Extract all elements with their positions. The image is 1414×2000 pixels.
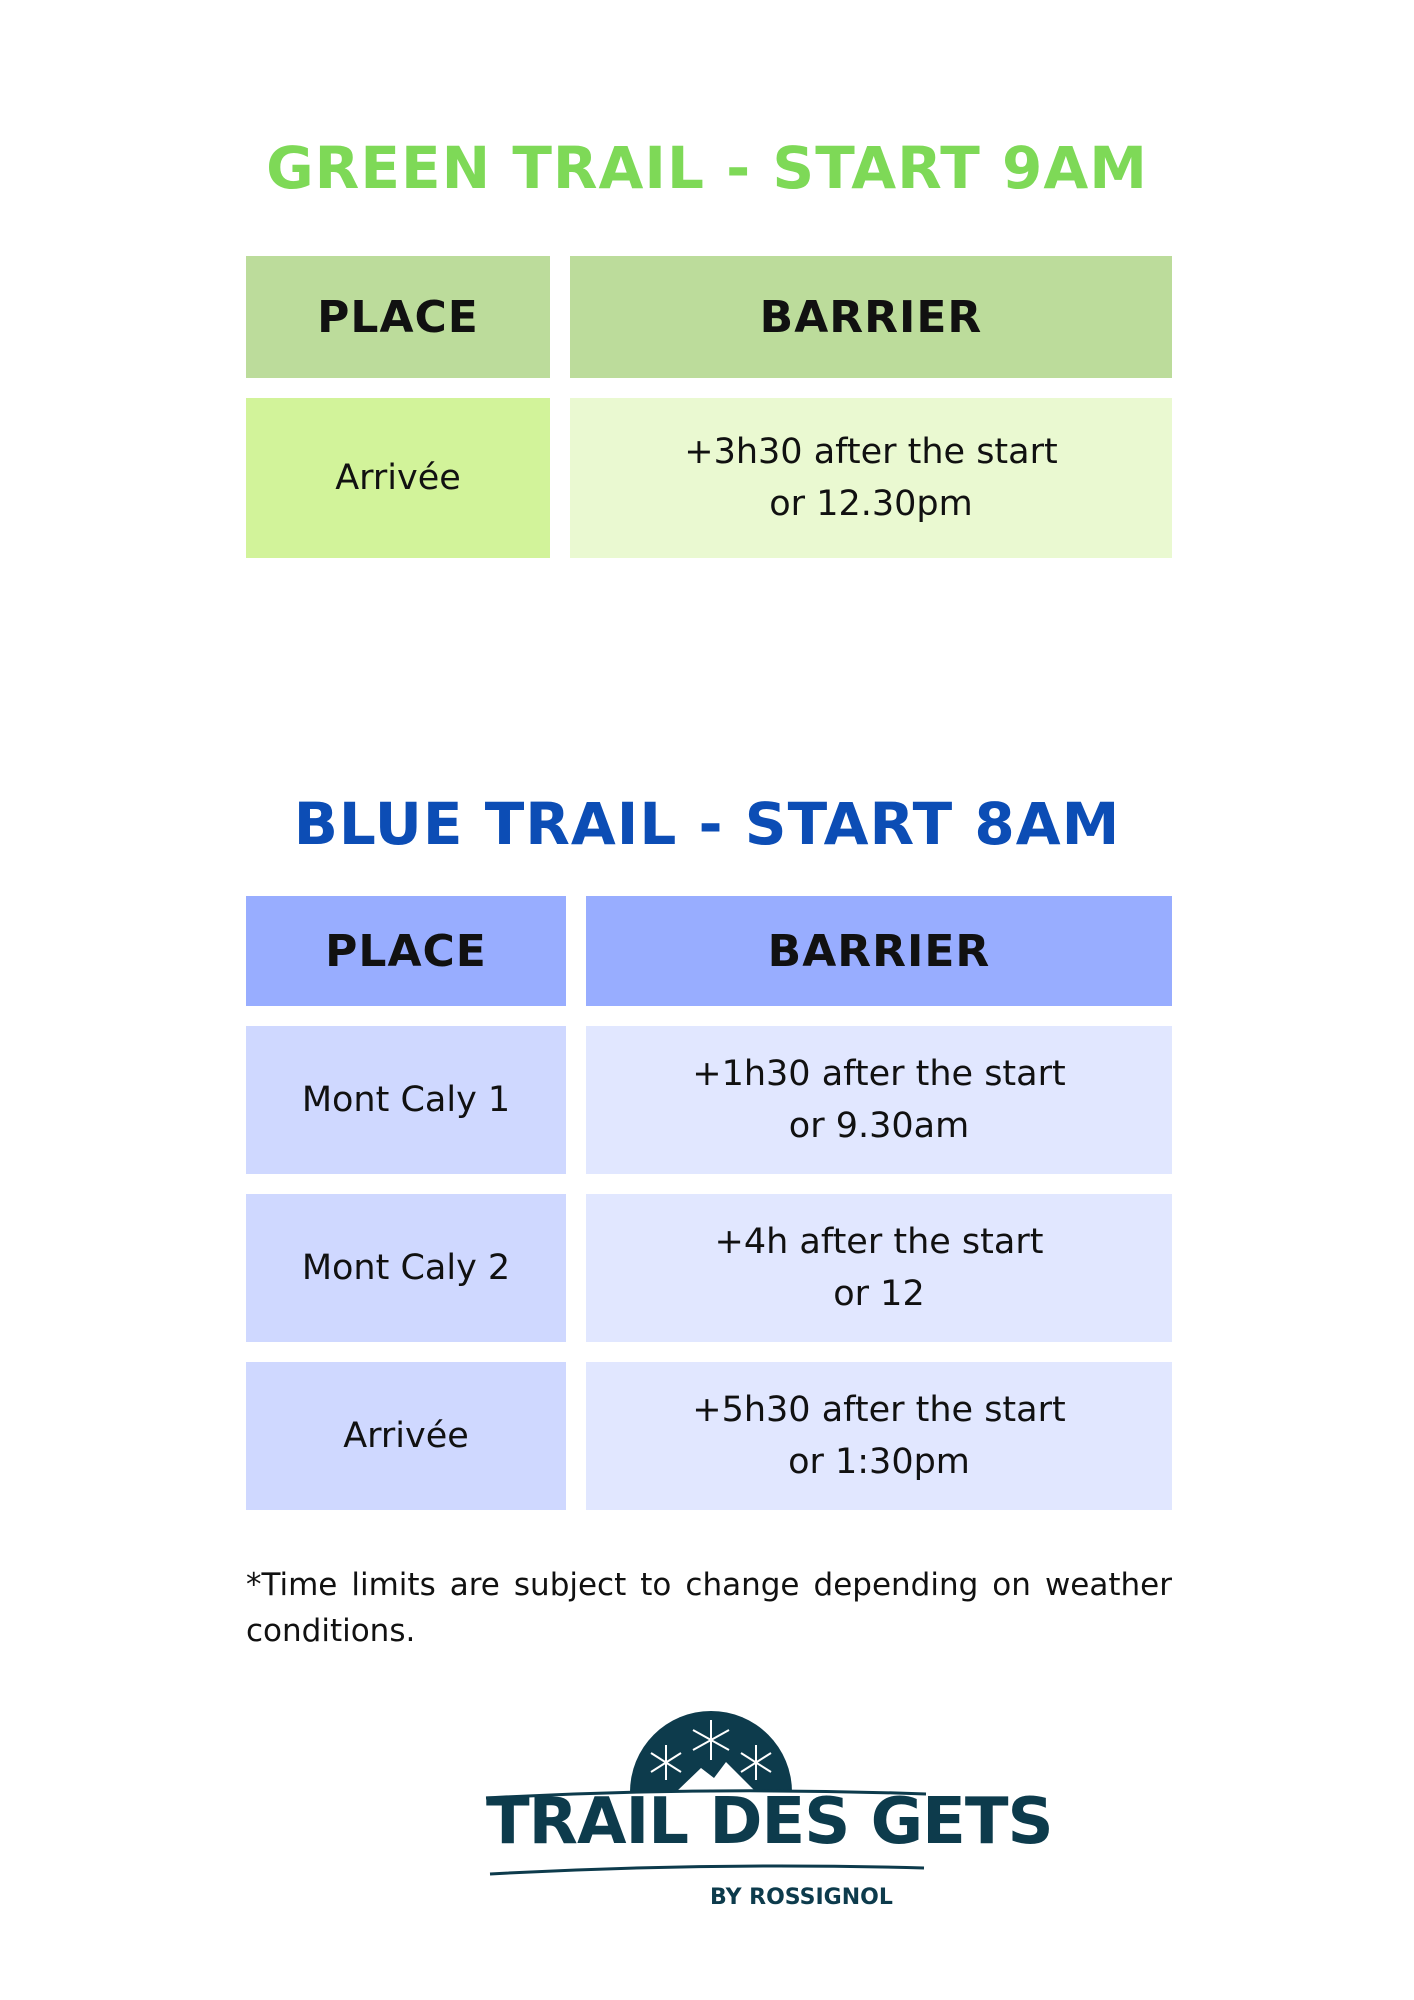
blue-row-place: Arrivée [246,1362,566,1510]
logo-subtitle: BY ROSSIGNOL [710,1885,893,1910]
blue-header-place: PLACE [246,896,566,1006]
blue-row-barrier [586,1362,1172,1510]
barrier-line: +5h30 after the start [692,1390,1066,1430]
green-header-barrier: BARRIER [570,256,1172,378]
logo-swoosh-bottom [490,1866,924,1874]
logo-wordmark: TRAIL DES GETS [486,1785,1053,1859]
blue-row-place: Mont Caly 1 [246,1026,566,1174]
footnote: *Time limits are subject to change depending on weather conditions. [246,1567,1172,1649]
barrier-line: +4h after the start [714,1222,1044,1262]
barrier-line: +3h30 after the start [684,432,1058,472]
blue-row-barrier [586,1026,1172,1174]
green-row-barrier [570,398,1172,558]
barrier-line: or 12 [833,1274,925,1314]
blue-header-barrier: BARRIER [586,896,1172,1006]
barrier-line: or 9.30am [788,1106,970,1146]
barrier-line: or 1:30pm [788,1442,970,1482]
barrier-line: +1h30 after the start [692,1054,1066,1094]
green-header-place: PLACE [246,256,550,378]
green-row-place: Arrivée [246,398,550,558]
blue-row-barrier [586,1194,1172,1342]
barrier-line: or 12.30pm [769,484,973,524]
blue-trail-title: BLUE TRAIL - START 8AM [293,790,1121,858]
blue-row-place: Mont Caly 2 [246,1194,566,1342]
green-trail-title: GREEN TRAIL - START 9AM [266,134,1148,202]
